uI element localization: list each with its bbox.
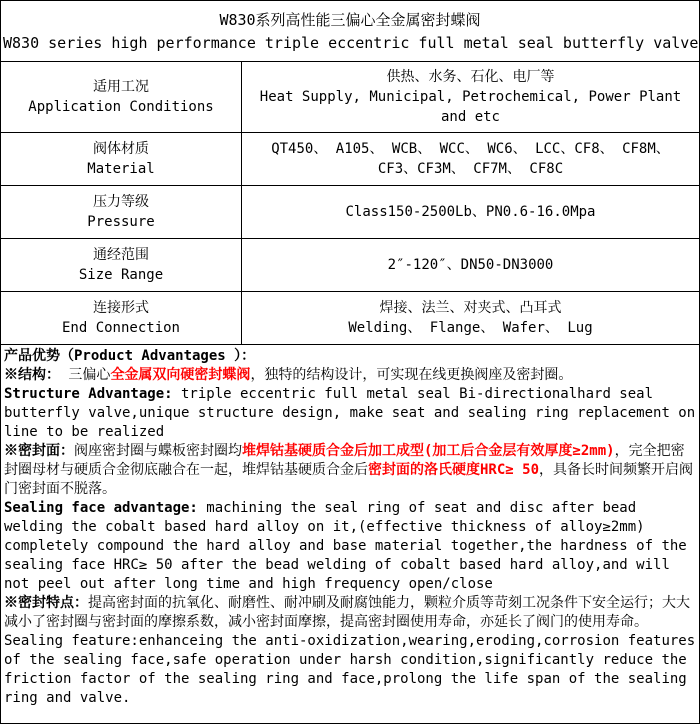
sealing-face-zh-red2: 密封面的洛氏硬度HRC≥ 50 [368, 462, 540, 478]
page-title-zh: W830系列高性能三偏心全金属密封蝶阀 [219, 11, 481, 29]
spec-label-zh: 压力等级 [93, 194, 149, 210]
spec-value-cell [242, 239, 700, 292]
table-row-application-conditions [1, 62, 699, 133]
sealing-face-en-lead: Sealing face advantage: [4, 500, 198, 516]
spec-value-cell [242, 186, 700, 239]
spec-value-cell [242, 133, 700, 186]
sealing-feature-zh-text: 提高密封面的抗氧化、耐磨性、耐冲刷及耐腐蚀能力，颗粒介质等苛刻工况条件下安全运行；大大减小了密封圈与密封面的摩擦系数，减小密封面摩擦，提高密封圈使用寿命，亦延长了阀门的使用寿命。 [4, 595, 690, 630]
spec-label-en: Application Conditions [28, 99, 214, 115]
advantages-heading-text: 产品优势（Product Advantages ）： [4, 348, 256, 364]
sealing-face-zh-text1: 阀座密封圈与蝶板密封圈均 [74, 443, 242, 459]
spec-value-line1: 2″-120″、DN50-DN3000 [387, 257, 554, 273]
spec-label-cell [1, 62, 242, 133]
sealing-face-en-text: machining the seal ring of seat and disc after bead welding the cobalt based hard alloy on it,(effective thickness of alloy≥2mm) completely compound the hard alloy and base material together,the hardness of the sealing face HRC≥ 50 after the bead welding of cobalt based hard alloy,and will not peel out after long time and high frequency open/close [4, 500, 687, 592]
spec-label-cell [1, 292, 242, 345]
structure-zh-text1: 三偏心 [60, 367, 111, 383]
spec-value-cell [242, 62, 700, 133]
spec-value-line2: Heat Supply, Municipal, Petrochemical, Power Plant and etc [259, 89, 682, 125]
spec-label-zh: 连接形式 [93, 300, 149, 316]
advantages-heading [4, 347, 696, 366]
title-block [1, 1, 699, 61]
structure-zh-text2: ，独特的结构设计，可实现在线更换阀座及密封圈。 [250, 367, 573, 383]
spec-label-cell [1, 133, 242, 186]
spec-label-en: Pressure [87, 214, 155, 230]
structure-en-text: triple eccentric full metal seal Bi-directionalhard seal butterfly valve,unique structure design, make seat and sealing ring replacement on line to be realized [4, 386, 696, 440]
sealing-face-zh-lead: ※密封面： [4, 443, 74, 459]
spec-value-cell [242, 292, 700, 345]
spec-value-line1: 焊接、法兰、对夹式、凸耳式 [379, 300, 562, 316]
sealing-feature-en [4, 632, 696, 708]
spec-value-line2: Welding、 Flange、 Wafer、 Lug [348, 320, 593, 336]
sealing-face-zh-red1: 堆焊钴基硬质合金后加工成型(加工后合金层有效厚度≥2mm) [242, 443, 615, 459]
table-row-size-range [1, 239, 699, 292]
spec-label-cell [1, 239, 242, 292]
spec-label-zh: 适用工况 [93, 79, 149, 95]
spec-value-line1: 供热、水务、石化、电厂等 [386, 69, 555, 85]
product-advantages-section [1, 345, 699, 708]
table-row-material [1, 133, 699, 186]
sealing-feature-zh [4, 594, 696, 632]
spec-value-line1: QT450、 A105、 WCB、 WCC、 WC6、 LCC、CF8、 CF8M、 CF3、CF3M、 CF7M、 CF8C [271, 141, 670, 177]
sealing-feature-en-text: Sealing feature:enhanceing the anti-oxidization,wearing,eroding,corrosion features of the sealing face,safe operation under harsh condition,significantly reduce the friction factor of the sealing ring and face,prolong the life span of the sealing ring and valve. [4, 633, 696, 706]
spec-label-zh: 阀体材质 [93, 141, 149, 157]
structure-en-lead: Structure Advantage: [4, 386, 173, 402]
sealing-feature-zh-lead: ※密封特点： [4, 595, 88, 611]
structure-zh-lead: ※结构： [4, 367, 60, 383]
sealing-face-zh-text3: ，具备长时间频繁开启阀门密封面不脱落。 [4, 462, 694, 497]
structure-advantage-zh [4, 366, 696, 385]
table-row-pressure [1, 186, 699, 239]
structure-zh-red-highlight: 全金属双向硬密封蝶阀 [110, 367, 251, 383]
structure-advantage-en [4, 385, 696, 442]
sealing-face-zh-text2: ，完全把密封圈母材与硬质合金彻底融合在一起，堆焊钴基硬质合金后 [4, 443, 685, 478]
spec-value-line1: Class150-2500Lb、PN0.6-16.0Mpa [345, 204, 596, 220]
spec-label-en: Material [87, 161, 155, 177]
page-title-en: W830 series high performance triple eccentric full metal seal butterfly valve [3, 34, 699, 52]
table-row-end-connection [1, 292, 699, 345]
spec-label-en: End Connection [61, 320, 180, 336]
sealing-face-zh [4, 442, 696, 499]
sealing-face-en [4, 499, 696, 594]
spec-table [1, 61, 699, 345]
spec-label-en: Size Range [78, 267, 164, 283]
spec-label-zh: 通经范围 [93, 247, 149, 263]
spec-label-cell [1, 186, 242, 239]
